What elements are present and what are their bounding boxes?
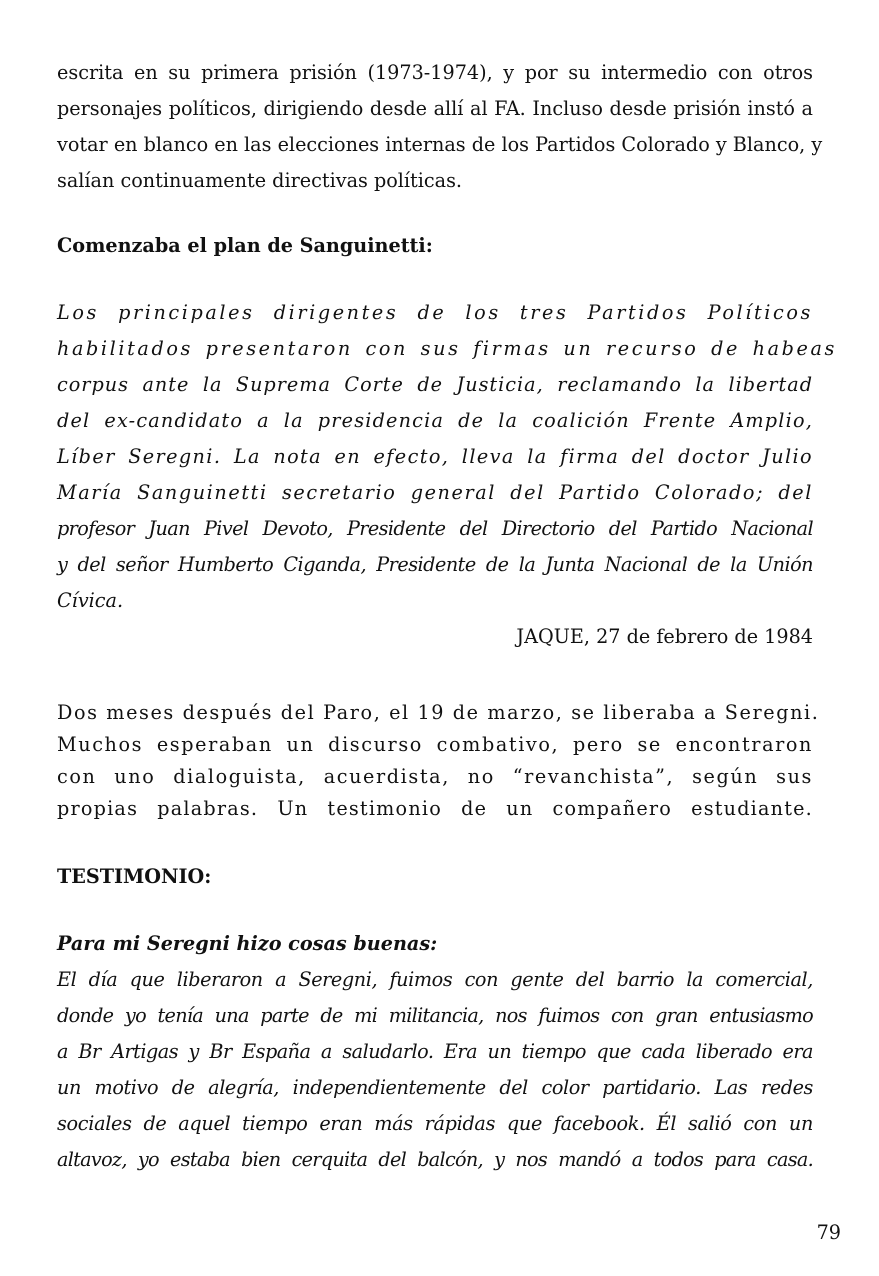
testimony-line: altavoz, yo estaba bien cerquita del balcón, y nos mandó a todos para casa. bbox=[57, 1148, 813, 1171]
testimony-heading: TESTIMONIO: bbox=[57, 865, 212, 888]
release-paragraph bbox=[57, 697, 820, 825]
testimony-block bbox=[57, 926, 813, 1178]
testimony-line: un motivo de alegría, independientemente del color partidario. Las redes bbox=[57, 1076, 813, 1099]
intro-line: salían continuamente directivas políticas. bbox=[57, 169, 463, 192]
quote-line: María Sanguinetti secretario general del Partido Colorado; del bbox=[57, 481, 813, 504]
quote-line: Cívica. bbox=[57, 589, 124, 612]
quote-line: Líber Seregni. La nota en efecto, lleva la firma del doctor Julio bbox=[57, 445, 813, 468]
quote-source: JAQUE, 27 de febrero de 1984 bbox=[516, 625, 813, 648]
testimony-line: El día que liberaron a Seregni, fuimos con gente del barrio la comercial, bbox=[57, 968, 813, 991]
release-line: propias palabras. Un testimonio de un compañero estudiante. bbox=[57, 797, 813, 820]
intro-line: personajes políticos, dirigiendo desde allí al FA. Incluso desde prisión instó a bbox=[57, 97, 813, 120]
testimony-line: a Br Artigas y Br España a saludarlo. Era un tiempo que cada liberado era bbox=[57, 1040, 813, 1063]
quote-line: habilitados presentaron con sus firmas un recurso de habeas bbox=[57, 337, 837, 360]
intro-line: escrita en su primera prisión (1973-1974), y por su intermedio con otros bbox=[57, 61, 813, 84]
quote-line: corpus ante la Suprema Corte de Justicia, reclamando la libertad bbox=[57, 373, 813, 396]
intro-paragraph bbox=[57, 55, 823, 199]
release-line: Dos meses después del Paro, el 19 de marzo, se liberaba a Seregni. bbox=[57, 701, 820, 724]
quote-line: Los principales dirigentes de los tres Partidos Políticos bbox=[57, 301, 813, 324]
quote-line: y del señor Humberto Ciganda, Presidente de la Junta Nacional de la Unión bbox=[57, 553, 813, 576]
release-line: con uno dialoguista, acuerdista, no “revanchista”, según sus bbox=[57, 765, 813, 788]
quote-line: del ex-candidato a la presidencia de la coalición Frente Amplio, bbox=[57, 409, 813, 432]
release-line: Muchos esperaban un discurso combativo, pero se encontraron bbox=[57, 733, 813, 756]
intro-line: votar en blanco en las elecciones internas de los Partidos Colorado y Blanco, y bbox=[57, 133, 823, 156]
testimony-line: donde yo tenía una parte de mi militancia, nos fuimos con gran entusiasmo bbox=[57, 1004, 813, 1027]
testimony-title: Para mi Seregni hizo cosas buenas: bbox=[57, 932, 438, 955]
plan-heading: Comenzaba el plan de Sanguinetti: bbox=[57, 234, 433, 257]
quote-block bbox=[57, 295, 837, 655]
testimony-line: sociales de aquel tiempo eran más rápidas que facebook. Él salió con un bbox=[57, 1112, 813, 1135]
quote-line: profesor Juan Pivel Devoto, Presidente del Directorio del Partido Nacional bbox=[57, 517, 813, 540]
page-number: 79 bbox=[816, 1221, 841, 1244]
